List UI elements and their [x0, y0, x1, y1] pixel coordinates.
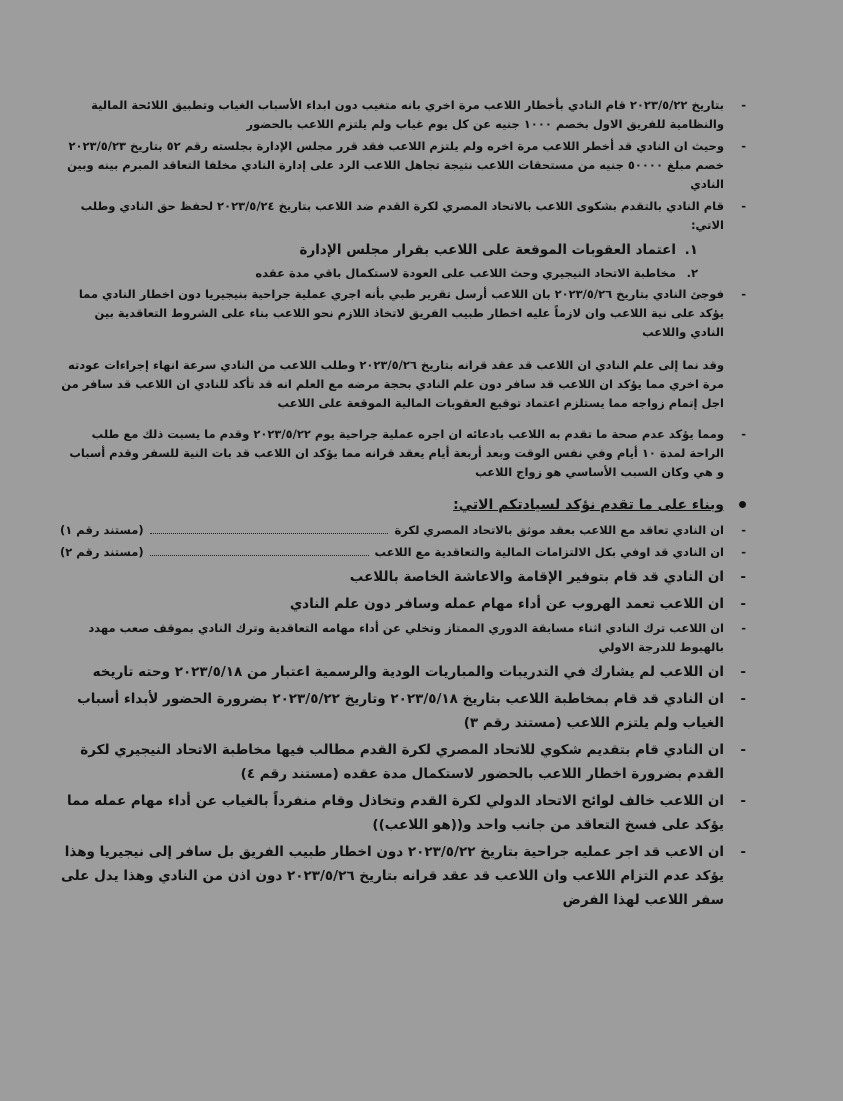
item-text: ان اللاعب ترك النادي اثناء مسابقة الدوري الممتاز وتخلي عن أداء مهامه التعاقدية وترك النادي بموقف صعب مهدد بالهبوط للدرجة الاولي [88, 621, 724, 654]
document-reference: (مستند رقم ٢) [60, 545, 144, 559]
item-text: ومما يؤكد عدم صحة ما تقدم به اللاعب بادعائه ان اجره عملية جراحية يوم ٢٠٢٣/٥/٢٢ وقدم ما يسبت ذلك مع طلب الراحة لمدة ١٠ أيام وفي نفس الوقت وبعد أربعة أيام يعقد قرانه مما يؤكد ان اللاعب قد بات النية للسفر وقدم أسباب و هي وكان السبب الأساسي هو زواج اللاعب [69, 427, 724, 479]
item-text: فوجئ النادي بتاريخ ٢٠٢٣/٥/٢٦ بان اللاعب أرسل تقرير طبي بأنه اجري عملية جراحية بنيجيريا دون اخطار النادي مما يؤكد على نية اللاعب وان لازماً عليه اخطار طبيب الفريق لاتخاذ اللازم نحو اللاعب بناء على الشروط التعاقدية بين النادي واللاعب [78, 287, 724, 339]
item-text: ان النادي تعاقد مع اللاعب بعقد موثق بالاتحاد المصري لكرة [394, 523, 724, 537]
dash-bullet: - [740, 569, 746, 585]
document-reference: (مستند رقم ١) [60, 523, 144, 537]
dash-bullet: - [741, 139, 746, 153]
list-item [60, 96, 746, 134]
dash-bullet: - [741, 287, 746, 301]
heading-text: وبناء على ما تقدم نؤكد لسيادتكم الاتي: [453, 497, 724, 513]
section-heading [60, 496, 746, 515]
item-text: اعتماد العقوبات الموقعة على اللاعب بقرار مجلس الإدارة [299, 242, 676, 258]
item-number: ١. [684, 242, 698, 258]
dash-bullet: - [741, 621, 746, 635]
dotted-leader [150, 545, 369, 556]
numbered-item [60, 238, 746, 262]
item-text: ان اللاعب خالف لوائح الاتحاد الدولي لكرة القدم وتخاذل وقام منفرداً بالغياب عن أداء مهام عمله مما يؤكد على فسخ التعاقد من جانب واحد و((هو اللاعب)) [67, 793, 724, 833]
list-item [60, 197, 746, 235]
dash-bullet: - [741, 427, 746, 441]
dash-bullet: - [740, 793, 746, 809]
dash-bullet: - [740, 691, 746, 707]
dash-bullet: - [741, 523, 746, 537]
document-body [60, 96, 746, 915]
item-text: ان النادي قد قام بتوفير الإقامة والاعاشة الخاصة باللاعب [349, 569, 724, 585]
item-text: ان اللاعب لم يشارك في التدريبات والمباريات الودية والرسمية اعتبار من ٢٠٢٣/٥/١٨ وحته تاريخه [92, 664, 724, 680]
dash-bullet: - [740, 596, 746, 612]
list-item [60, 425, 746, 482]
list-item [60, 789, 746, 837]
item-number: ٢. [686, 266, 698, 280]
dotted-leader [150, 523, 389, 534]
list-item [60, 543, 746, 562]
numbered-item [60, 264, 746, 283]
list-item [60, 840, 746, 912]
item-text: مخاطبة الاتحاد النيجيري وحث اللاعب على العودة لاستكمال باقي مدة عقده [255, 266, 676, 280]
list-item [60, 592, 746, 616]
list-item [60, 521, 746, 540]
item-text: وحيث ان النادي قد أخطر اللاعب مرة اخره ولم يلتزم اللاعب فقد قرر مجلس الإدارة بجلسته رقم ٥٢ بتاريخ ٢٠٢٣/٥/٢٣ خصم مبلغ ٥٠٠٠٠ جنيه من مستحقات اللاعب نتيجة تجاهل اللاعب الرد على إدارة النادي مخلفا التعاقد المبرم بينه وبين النادي [67, 139, 724, 191]
item-text: ان النادي قام بتقديم شكوي للاتحاد المصري لكرة القدم مطالب فيها مخاطبة الاتحاد النيجيري لكرة القدم بضرورة اخطار اللاعب بالحضور لاستكمال مدة عقده [80, 742, 724, 782]
paragraph: وقد نما إلى علم النادي ان اللاعب قد عقد قرانه بتاريخ ٢٠٢٣/٥/٢٦ وطلب اللاعب من النادي سرعة انهاء إجراءات عودته مرة اخري مما يؤكد ان اللاعب قد سافر دون علم النادي بحجة مرضه مع العلم انه قد تأكد للنادي ان اللاعب قد سافر من اجل إتمام زواجه مما يستلزم اعتماد توقيع العقوبات المالية الموقعة على اللاعب [61, 358, 724, 410]
dash-bullet: - [741, 98, 746, 112]
item-text: ان اللاعب تعمد الهروب عن أداء مهام عمله وسافر دون علم النادي [289, 596, 724, 612]
item-text: ان النادي قد قام بمخاطبة اللاعب بتاريخ ٢٠٢٣/٥/١٨ وتاريخ ٢٠٢٣/٥/٢٢ بضرورة الحضور لأبداء أسباب الغياب ولم يلتزم اللاعب [77, 691, 724, 731]
document-reference: (مستند رقم ٤) [240, 766, 339, 782]
item-text: قام النادي بالتقدم بشكوى اللاعب بالاتحاد المصري لكرة القدم ضد اللاعب بتاريخ ٢٠٢٣/٥/٢٤ لحفظ حق النادي وطلب الاتي: [80, 199, 724, 232]
dash-bullet: - [741, 199, 746, 213]
item-text: ان النادي قد اوفي بكل الالتزامات المالية والتعاقدية مع اللاعب [374, 545, 724, 559]
item-text: ان الاعب قد اجر عمليه جراحية بتاريخ ٢٠٢٣/٥/٢٢ دون اخطار طبيب الفريق بل سافر إلى نيجيريا وهذا يؤكد عدم التزام اللاعب وان اللاعب قد عقد قرانه بتاريخ ٢٠٢٣/٥/٢٦ دون اذن من النادي وهذا يدل على سفر اللاعب لهذا الفرض [60, 844, 724, 908]
round-bullet-icon [739, 501, 746, 508]
list-item [60, 687, 746, 735]
dash-bullet: - [740, 664, 746, 680]
list-item [60, 137, 746, 194]
item-text: بتاريخ ٢٠٢٣/٥/٢٢ قام النادي بأخطار اللاعب مرة اخري بانه متغيب دون ابداء الأسباب الغياب وتطبيق اللائحة المالية والنظامية للفريق الاول بخصم ١٠٠٠ جنيه عن كل يوم غياب ولم يلتزم اللاعب بالحضور [91, 98, 724, 131]
document-reference: (مستند رقم ٣) [463, 715, 562, 731]
dash-bullet: - [740, 844, 746, 860]
dash-bullet: - [741, 545, 746, 559]
list-item [60, 565, 746, 589]
dash-bullet: - [740, 742, 746, 758]
list-item [60, 285, 746, 342]
list-item [60, 660, 746, 684]
list-item [60, 619, 746, 657]
list-item [60, 738, 746, 786]
